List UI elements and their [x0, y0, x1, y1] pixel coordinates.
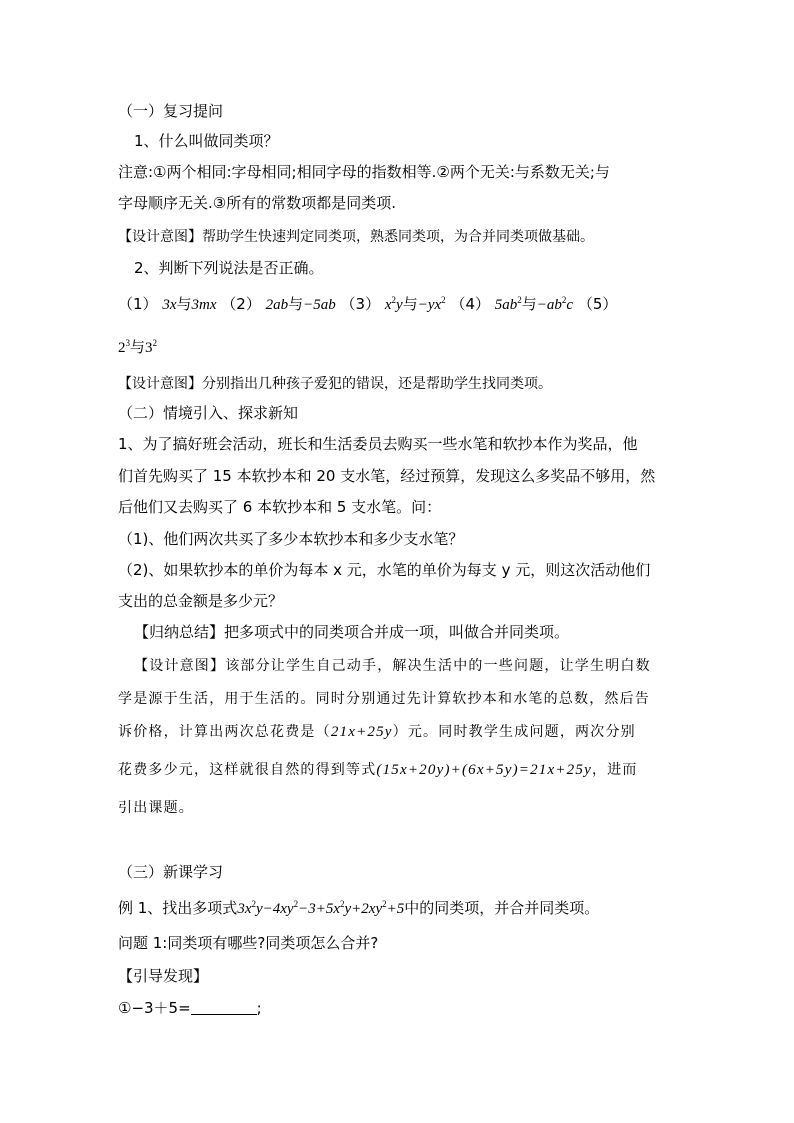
design-intent-3-line-1: 【设计意图】该部分让学生自己动手，解决生活中的一些问题，让学生明白数: [134, 658, 651, 674]
question-1-new: 问题 1:同类项有哪些?同类项怎么合并?: [118, 934, 379, 952]
answer-blank[interactable]: [191, 1000, 257, 1015]
design-intent-3-line-2: 学是源于生活，用于生活的。同时分别通过先计算软抄本和水笔的总数，然后告: [118, 691, 650, 707]
sub-question-1: （1)、他们两次共买了多少本软抄本和多少支水笔？: [118, 530, 464, 548]
design-intent-2: 【设计意图】分别指出几种孩子爱犯的错误，还是帮助学生找同类项。: [118, 376, 552, 392]
problem-line-1: 1、为了搞好班会活动，班长和生活委员去购买一些水笔和软抄本作为奖品，他: [118, 435, 638, 453]
example-1: 例 1、找出多项式$3x^2y-4xy^2-3+5x^2y+2xy^2+5$中的同类项，并合并同类项。: [118, 899, 600, 917]
sub-question-2-line-1: （2)、如果软抄本的单价为每本 x 元，水笔的单价为每支 y 元，则这次活动他们: [118, 561, 651, 579]
problem-line-3: 后他们又去购买了 6 本软抄本和 5 支水笔。问：: [118, 498, 442, 516]
section-1-title: （一）复习提问: [118, 102, 224, 120]
judgement-item-5: $2^3$与$3^2$: [118, 338, 158, 356]
section-3-title: （三）新课学习: [118, 863, 224, 881]
design-intent-3-line-4: 花费多少元，这样就很自然的得到等式(15x+20y)+(6x+5y)=21x+25y，进而: [118, 762, 638, 778]
design-intent-3-line-3: 诉价格，计算出两次总花费是（21x+25y）元。同时教学生成问题，两次分别: [118, 724, 636, 740]
guide-heading: 【引导发现】: [118, 967, 209, 985]
section-2-title: （二）情境引入、探求新知: [118, 404, 299, 422]
calc-line: ①−3＋5= ;: [118, 999, 262, 1017]
design-intent-3-line-5: 引出课题。: [118, 800, 194, 816]
note-line-1: 注意:①两个相同:字母相同;相同字母的指数相等.②两个无关:与系数无关;与: [118, 163, 610, 181]
summary: 【归纳总结】把多项式中的同类项合并成一项，叫做合并同类项。: [134, 623, 570, 641]
judgement-items: （1） 3x与3mx （2） 2ab与−5ab （3） $x^2y$与$-yx^2$ （4） $5ab^2$与$-ab^2c$ （5）: [118, 295, 618, 313]
question-1: 1、什么叫做同类项？: [134, 132, 279, 150]
design-intent-1: 【设计意图】帮助学生快速判定同类项，熟悉同类项，为合并同类项做基础。: [118, 229, 594, 245]
note-line-2: 字母顺序无关.③所有的常数项都是同类项.: [118, 194, 396, 212]
sub-question-2-line-2: 支出的总金额是多少元？: [118, 592, 284, 610]
question-2: 2、判断下列说法是否正确。: [134, 259, 324, 277]
problem-line-2: 们首先购买了 15 本软抄本和 20 支水笔，经过预算，发现这么多奖品不够用，然: [118, 467, 656, 485]
